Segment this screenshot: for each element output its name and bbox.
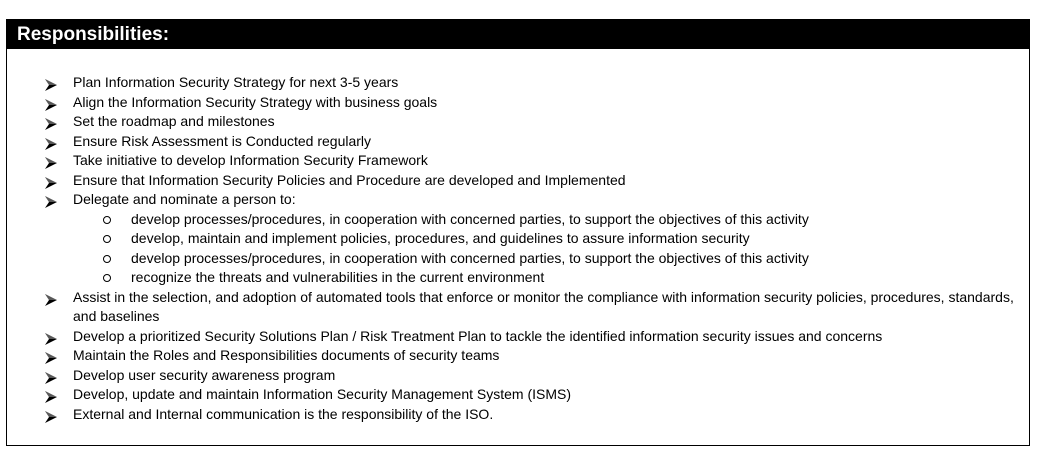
list-item-text: Align the Information Security Strategy with business goals xyxy=(73,93,438,110)
list-item xyxy=(7,112,1029,132)
list-item-text: Take initiative to develop Information Security Framework xyxy=(73,152,428,168)
sub-list-item xyxy=(7,268,1029,288)
list-item xyxy=(7,190,1029,210)
circle-bullet-icon xyxy=(103,274,111,282)
list-item xyxy=(7,327,1029,347)
list-item-text: Maintain the Roles and Responsibilities documents of security teams xyxy=(73,347,500,363)
list-item-text: Develop user security awareness program xyxy=(73,366,336,383)
list-item xyxy=(7,346,1029,366)
arrow-bullet-icon xyxy=(45,97,57,109)
arrow-bullet-icon xyxy=(45,331,57,343)
list-item xyxy=(7,132,1029,152)
sub-list-item-text: develop, maintain and implement policies, procedures, and guidelines to assure information security xyxy=(131,230,750,246)
list-item xyxy=(7,73,1029,93)
list-item-text: Set the roadmap and milestones xyxy=(73,113,275,129)
list-item xyxy=(7,366,1029,386)
circle-bullet-icon xyxy=(103,216,111,224)
arrow-bullet-icon xyxy=(45,389,57,401)
list-item-text: Develop a prioritized Security Solutions Plan / Risk Treatment Plan to tackle the identified information security issues and concerns xyxy=(73,327,883,344)
list-item xyxy=(7,93,1029,113)
list-item-text: Plan Information Security Strategy for next 3-5 years xyxy=(73,74,399,90)
arrow-bullet-icon xyxy=(45,370,57,382)
list-item-text: Develop, update and maintain Information Security Management System (ISMS) xyxy=(73,386,572,402)
arrow-bullet-icon xyxy=(45,292,57,304)
arrow-bullet-icon xyxy=(45,175,57,187)
arrow-bullet-icon xyxy=(45,136,57,148)
list-item xyxy=(7,171,1029,191)
list-item-text: Ensure Risk Assessment is Conducted regularly xyxy=(73,132,372,149)
circle-bullet-icon xyxy=(103,255,111,263)
sub-list-item-text: recognize the threats and vulnerabilities in the current environment xyxy=(131,269,545,285)
list-item xyxy=(7,288,1029,327)
arrow-bullet-icon xyxy=(45,409,57,421)
arrow-bullet-icon xyxy=(45,350,57,362)
sub-list xyxy=(7,210,1029,288)
list-item xyxy=(7,151,1029,171)
sub-list-item-text: develop processes/procedures, in cooperation with concerned parties, to support the objectives of this activity xyxy=(131,210,809,227)
sub-list-item xyxy=(7,249,1029,269)
section-header xyxy=(7,20,1029,49)
sub-list-item xyxy=(7,229,1029,249)
list-item xyxy=(7,405,1029,425)
list-item-text: Ensure that Information Security Policies and Procedure are developed and Implemented xyxy=(73,171,626,188)
list-item-text: External and Internal communication is the responsibility of the ISO. xyxy=(73,405,494,422)
list-item xyxy=(7,385,1029,405)
arrow-bullet-icon xyxy=(45,77,57,89)
list-item-text: Delegate and nominate a person to: xyxy=(73,191,296,207)
circle-bullet-icon xyxy=(103,235,111,243)
arrow-bullet-icon xyxy=(45,116,57,128)
arrow-bullet-icon xyxy=(45,194,57,206)
sub-list-container xyxy=(7,210,1029,288)
arrow-bullet-icon xyxy=(45,155,57,167)
responsibilities-panel xyxy=(6,19,1030,446)
sub-list-item xyxy=(7,210,1029,230)
section-title: Responsibilities: xyxy=(17,24,170,45)
sub-list-item-text: develop processes/procedures, in cooperation with concerned parties, to support the objectives of this activity xyxy=(131,249,809,266)
responsibilities-list xyxy=(7,73,1029,424)
list-item-text: Assist in the selection, and adoption of automated tools that enforce or monitor the compliance with information security policies, procedures, standards, and baselines xyxy=(73,288,1014,324)
